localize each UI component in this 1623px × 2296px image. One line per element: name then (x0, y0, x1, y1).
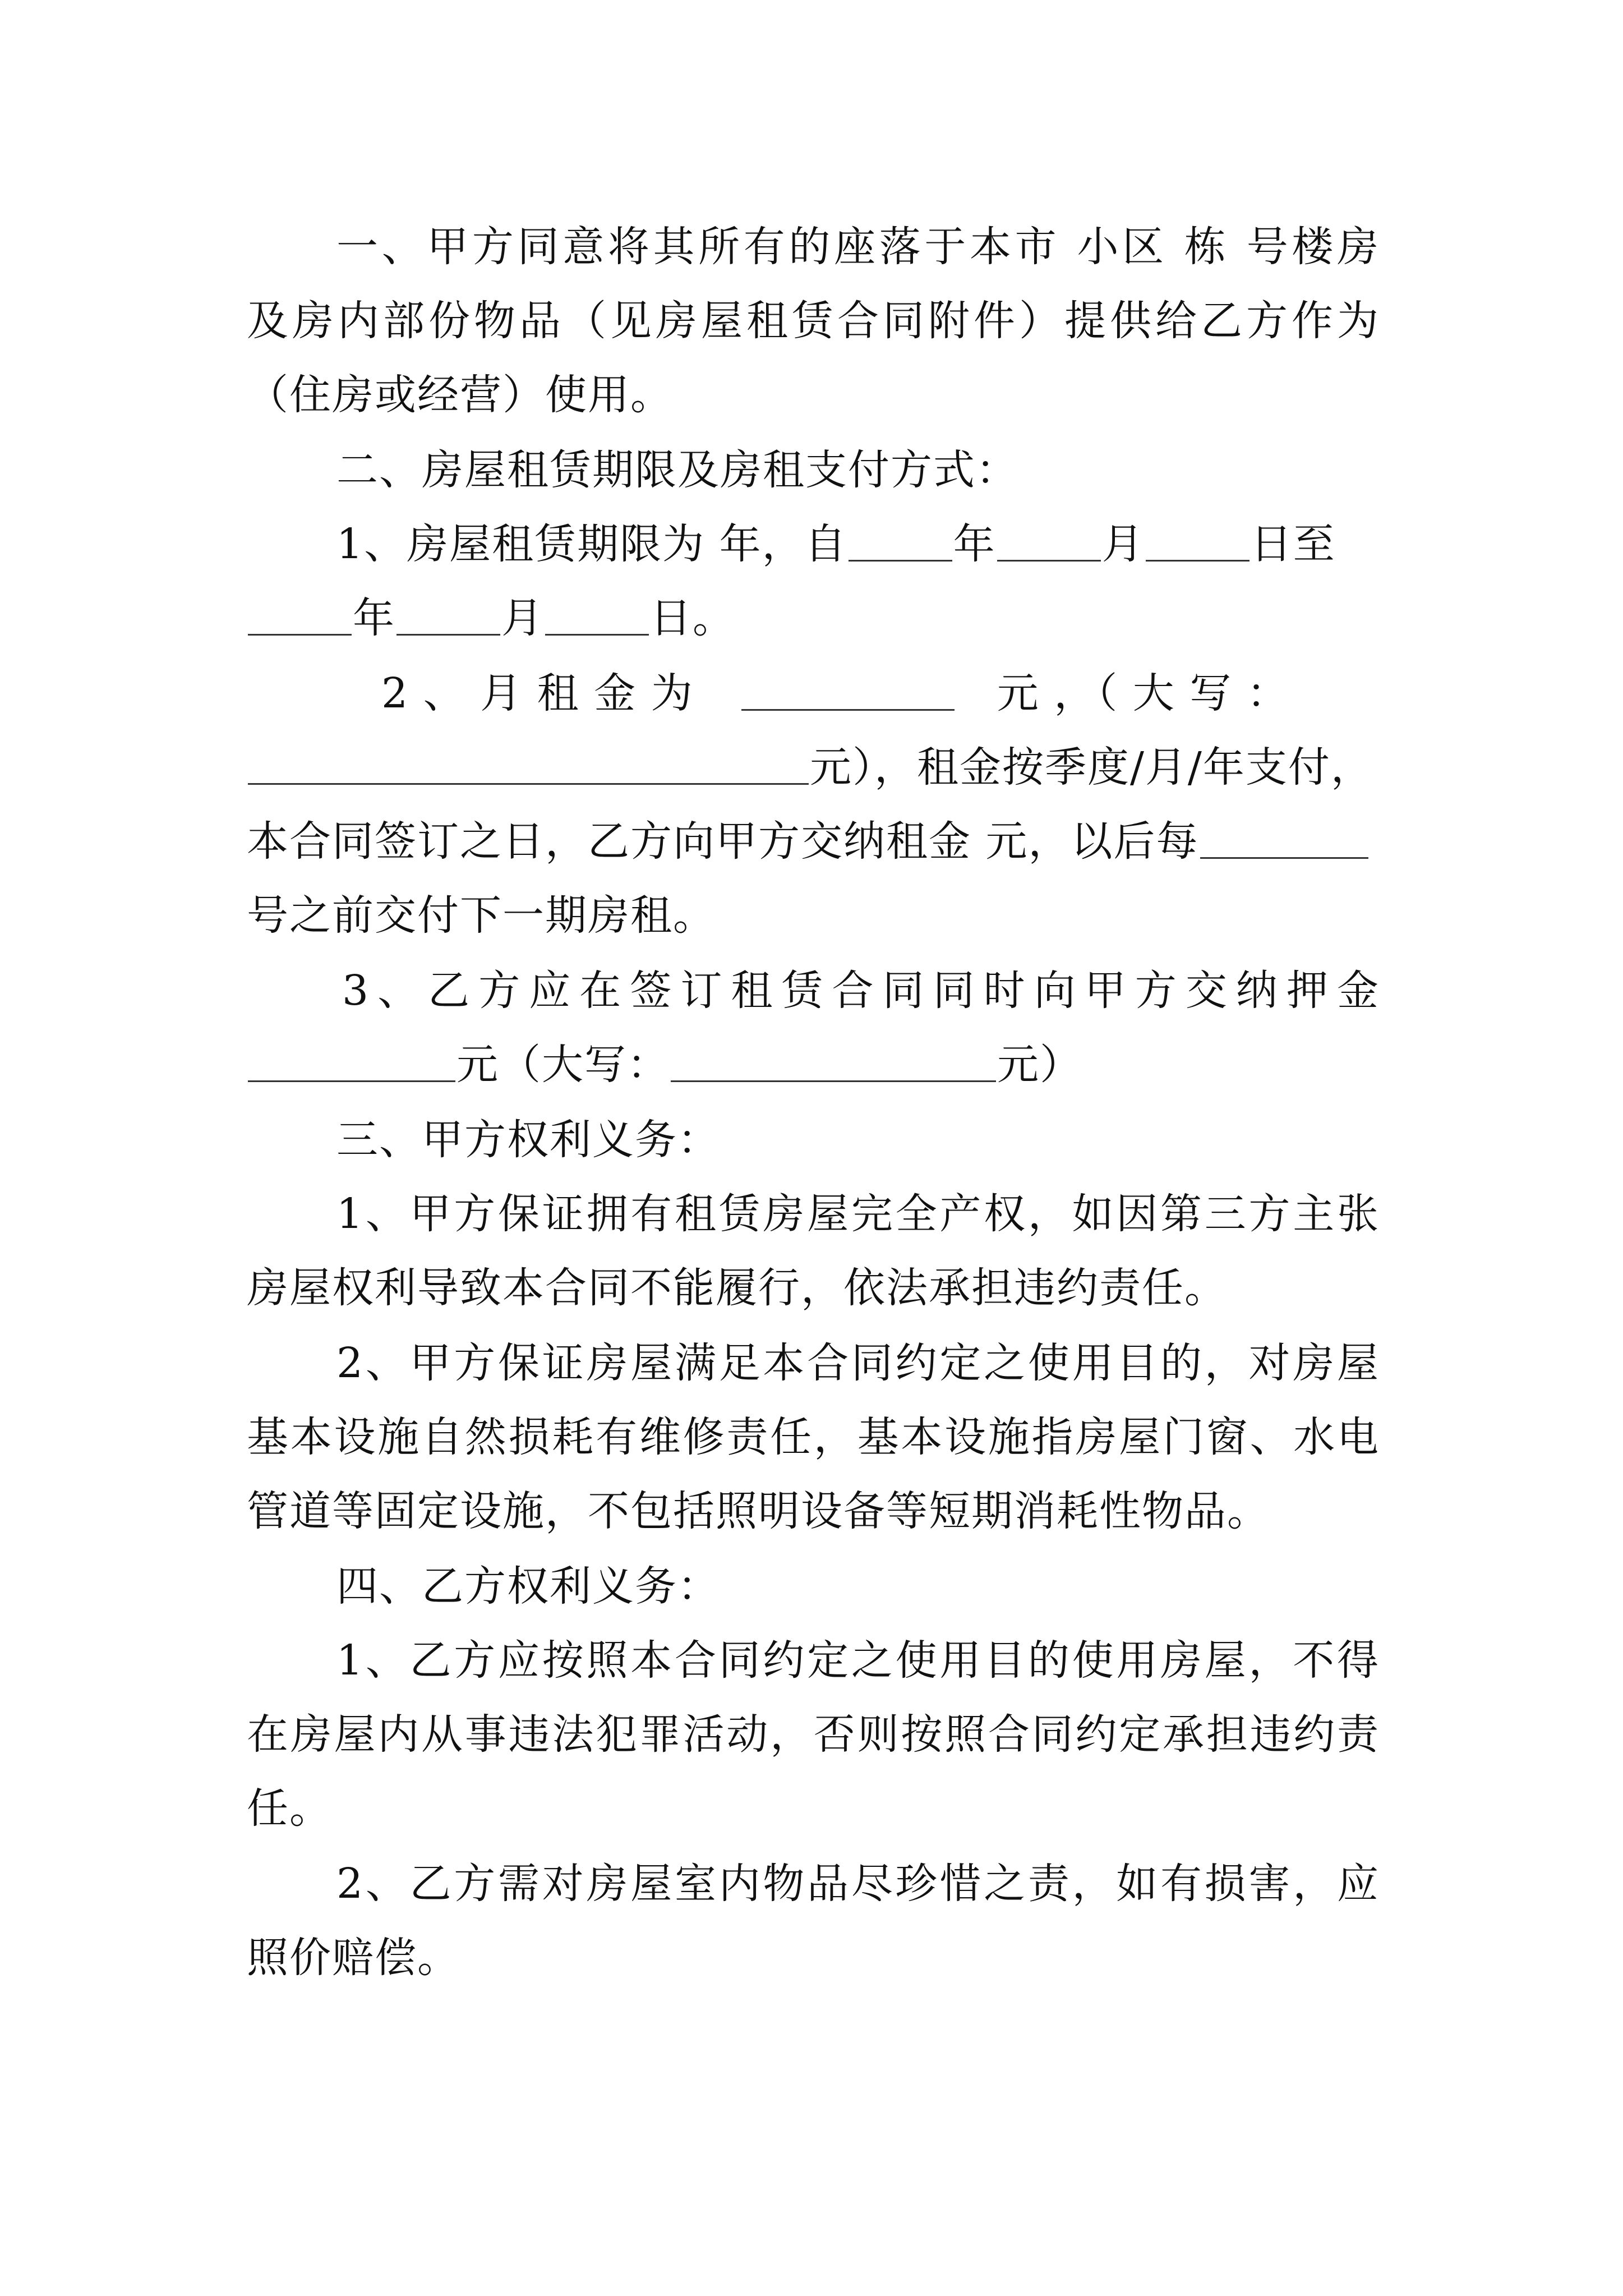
party-a-clause-2-line-1: 2、甲方保证房屋满足本合同约定之使用目的，对房屋 (336, 1339, 1380, 1387)
party-b-clause-1-line-2: 在房屋内从事违法犯罪活动，否则按照合同约定承担违约责 (247, 1710, 1380, 1759)
monthly-rent-blank[interactable] (741, 669, 955, 711)
end-year-label: 年 (353, 594, 395, 642)
deposit-amount-blank[interactable] (248, 1040, 455, 1082)
day-to-label: 日至 (1250, 520, 1336, 568)
paragraph-1-line-2: 及房内部份物品（见房屋租赁合同附件）提供给乙方作为 (247, 297, 1380, 345)
deposit-uppercase-label: 元（大写： (457, 1041, 670, 1089)
rent-line-2 (247, 740, 1380, 794)
rent-line-4: 号之前交付下一期房租。 (247, 891, 716, 940)
rent-label: 2 、 月 租 金 为 (381, 669, 694, 717)
deposit-line-2 (247, 1038, 1380, 1092)
payment-day-blank[interactable] (1200, 817, 1368, 859)
lease-term-line-1 (336, 517, 1469, 571)
party-b-clause-1-line-3: 任。 (247, 1784, 332, 1833)
year-label: 年 (953, 520, 996, 568)
rent-uppercase-label: 元 ，（ 大 写 ： (997, 669, 1289, 717)
lease-term-line-2 (247, 591, 1380, 645)
paragraph-1-line-1: 一、甲方同意将其所有的座落于本市 小区 栋 号楼房 (336, 223, 1380, 271)
party-a-clause-2-line-2: 基本设施自然损耗有维修责任，基本设施指房屋门窗、水电 (247, 1413, 1380, 1461)
section-2-heading: 二、房屋租赁期限及房租支付方式： (336, 446, 1018, 494)
lease-term-text: 1、房屋租赁期限为 年，自 (336, 520, 847, 568)
deposit-end-label: 元） (997, 1041, 1082, 1089)
section-4-heading: 四、乙方权利义务： (336, 1562, 720, 1611)
party-b-clause-1-line-1: 1、乙方应按照本合同约定之使用目的使用房屋，不得 (336, 1636, 1380, 1685)
rent-line-1 (381, 666, 1380, 720)
rent-payment-text: 元），租金按季度/月/年支付， (810, 743, 1373, 792)
end-day-blank[interactable] (545, 593, 649, 636)
rent-first-payment-text: 本合同签订之日，乙方向甲方交纳租金 元，以后每 (247, 817, 1199, 866)
party-a-clause-1-line-2: 房屋权利导致本合同不能履行，依法承担违约责任。 (247, 1264, 1227, 1312)
deposit-line-1: 3、乙方应在签订租赁合同同时向甲方交纳押金 (342, 967, 1380, 1015)
party-b-clause-2-line-1: 2、乙方需对房屋室内物品尽珍惜之责，如有损害，应 (336, 1860, 1380, 1908)
party-a-clause-1-line-1: 1、甲方保证拥有租赁房屋完全产权，如因第三方主张 (336, 1190, 1380, 1238)
end-month-blank[interactable] (396, 593, 500, 636)
paragraph-1-line-3: （住房或经营）使用。 (247, 371, 673, 419)
section-3-heading: 三、甲方权利义务： (336, 1116, 720, 1164)
end-year-blank[interactable] (248, 593, 352, 636)
party-b-clause-2-line-2: 照价赔偿。 (247, 1934, 460, 1982)
rent-line-3 (247, 815, 1380, 868)
end-day-label: 日。 (650, 594, 735, 642)
month-label: 月 (1101, 520, 1145, 568)
start-day-blank[interactable] (1146, 519, 1249, 562)
start-year-blank[interactable] (849, 519, 952, 562)
deposit-uppercase-blank[interactable] (671, 1040, 996, 1082)
start-month-blank[interactable] (997, 519, 1101, 562)
party-a-clause-2-line-3: 管道等固定设施，不包括照明设备等短期消耗性物品。 (247, 1487, 1270, 1535)
end-month-label: 月 (501, 594, 544, 642)
rent-uppercase-blank[interactable] (248, 743, 809, 785)
